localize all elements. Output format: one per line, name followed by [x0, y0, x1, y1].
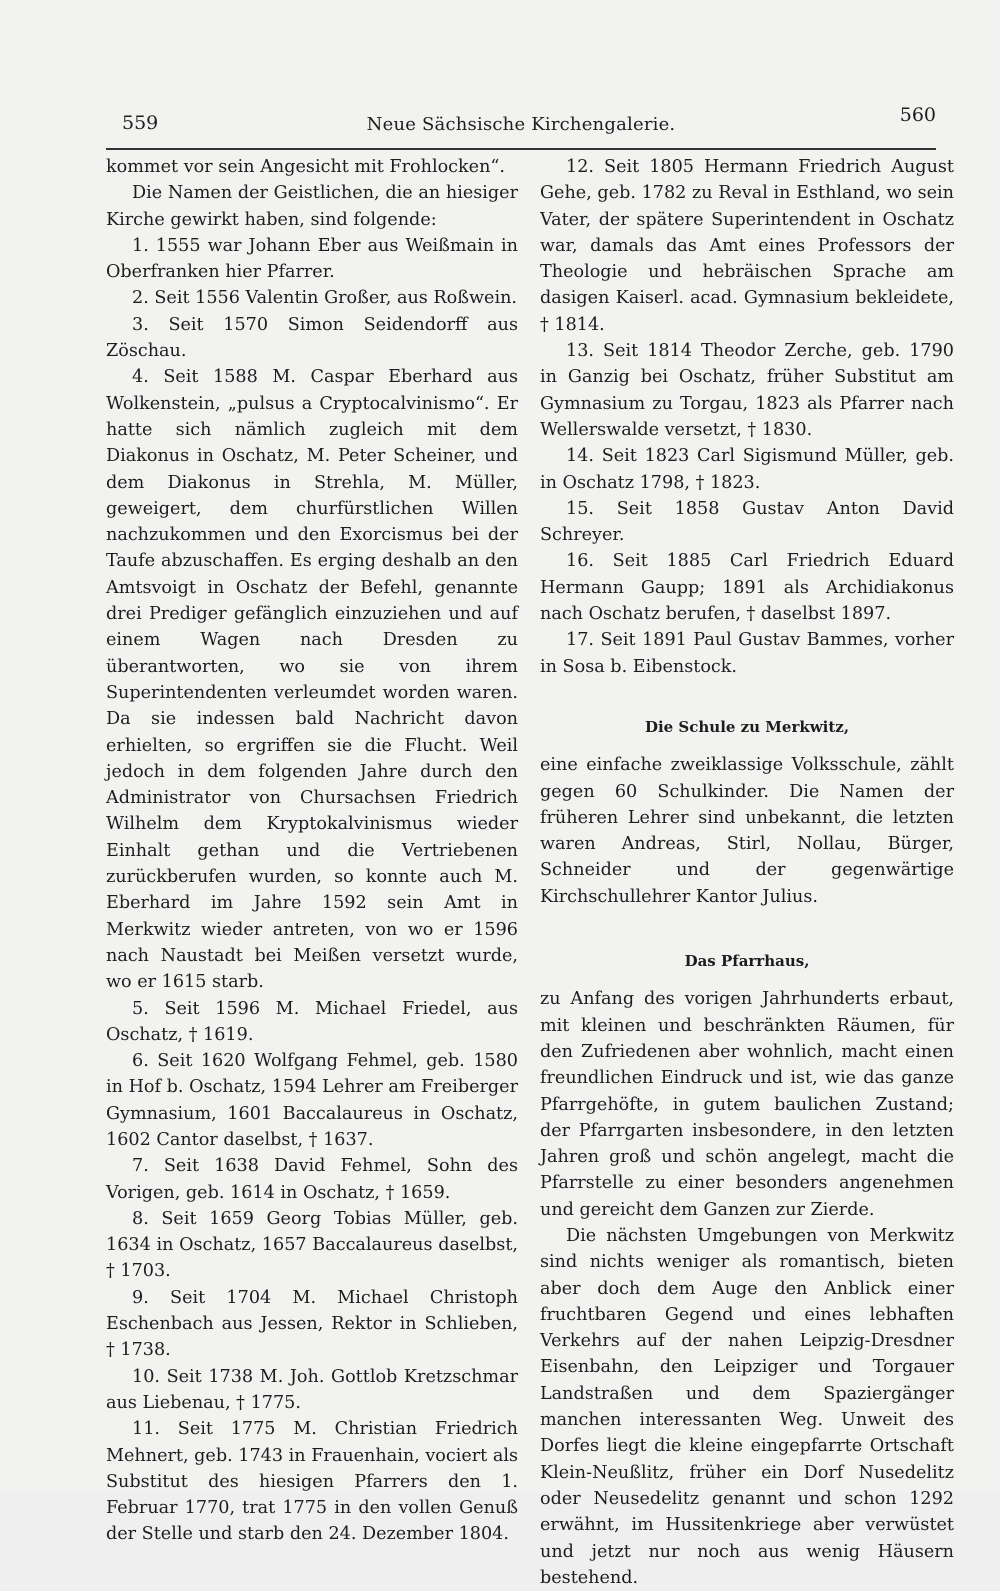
right-column	[540, 154, 954, 1591]
clergy-entry-16: 16. Seit 1885 Carl Friedrich Eduard Hermann Gaupp; 1891 als Archidiakonus nach Oschatz berufen, † daselbst 1897.	[540, 551, 954, 625]
clergy-intro: Die Namen der Geistlichen, die an hiesiger Kirche gewirkt haben, sind folgende:	[106, 183, 518, 230]
clergy-entry-15: 15. Seit 1858 Gustav Anton David Schreyer.	[540, 498, 954, 546]
header-rule	[106, 148, 936, 150]
clergy-entry-4: 4. Seit 1588 M. Caspar Eberhard aus Wolkenstein, „pulsus a Cryptocalvinismo“. Er hatte sich nämlich zugleich mit dem Diakonus in Oschatz, M. Peter Scheiner, und dem Diakonus in Strehla, M. Müller, geweigert, dem churfürstlichen Willen nachzukommen und den Exorcismus bei der Taufe abzuschaffen. Es erging deshalb an den Amtsvoigt in Oschatz der Befehl, genannte drei Prediger gefänglich einzuziehen und auf einem Wagen nach Dresden zu überantworten, wo sie von ihrem Superintendenten verleumdet worden waren. Da sie indessen bald Nachricht davon erhielten, so ergriffen sie die Flucht. Weil jedoch in dem folgenden Jahre durch den Administrator von Chursachsen Friedrich Wilhelm dem Kryptokalvinismus wieder Einhalt gethan und die Vertriebenen zurückberufen wurden, so konnte auch M. Eberhard im Jahre 1592 sein Amt in Merkwitz wieder antreten, von wo er 1596 nach Naustadt bei Meißen versetzt wurde, wo er 1615 starb.	[106, 367, 518, 993]
clergy-entry-7: 7. Seit 1638 David Fehmel, Sohn des Vorigen, geb. 1614 in Oschatz, † 1659.	[106, 1156, 518, 1203]
clergy-entry-8: 8. Seit 1659 Georg Tobias Müller, geb. 1634 in Oschatz, 1657 Baccalaureus daselbst, † 1703.	[106, 1208, 518, 1282]
clergy-entry-1: 1. 1555 war Johann Eber aus Weißmain in Oberfranken hier Pfarrer.	[106, 235, 518, 283]
clergy-entry-3: 3. Seit 1570 Simon Seidendorff aus Zöschau.	[106, 314, 518, 362]
clergy-entry-12: 12. Seit 1805 Hermann Friedrich August Gehe, geb. 1782 zu Reval in Esthland, wo sein Vater, der spätere Superintendent in Oschatz war, damals das Amt eines Professors der Theologie und hebräischen Sprache am dasigen Kaiserl. acad. Gymnasium bekleidete, † 1814.	[540, 157, 954, 335]
parsonage-section-title: Das Pfarrhaus,	[684, 952, 810, 971]
school-paragraph: eine einfache zweiklassige Volksschule, zählt gegen 60 Schulkinder. Die Namen der früheren Lehrer sind unbekannt, die letzten waren Andreas, Stirl, Nollau, Bürger, Schneider und der gegenwärtige Kirchschullehrer Kantor Julius.	[540, 755, 954, 907]
right-page-number: 560	[899, 104, 936, 126]
clergy-entry-2: 2. Seit 1556 Valentin Großer, aus Roßwein.	[132, 288, 518, 309]
parsonage-paragraph-2: Die nächsten Umgebungen von Merkwitz sind nichts weniger als romantisch, bieten aber doch dem Auge den Anblick einer fruchtbaren Gegend und eines lebhaften Verkehrs auf der nahen Leipzig-Dresdner Eisenbahn, den Leipziger und Torgauer Landstraßen und dem Spaziergänger manchen interessanten Weg. Unweit des Dorfes liegt die kleine eingepfarrte Ortschaft Klein-Neußlitz, früher ein Dorf Nusedelitz oder Neusedelitz genannt und schon 1292 erwähnt, im Hussitenkriege aber verwüstet und jetzt nur noch aus wenig Häusern bestehend.	[540, 1225, 954, 1588]
clergy-entry-17: 17. Seit 1891 Paul Gustav Bammes, vorher in Sosa b. Eibenstock.	[540, 630, 954, 677]
clergy-entry-5: 5. Seit 1596 M. Michael Friedel, aus Oschatz, † 1619.	[106, 998, 518, 1045]
page-header	[106, 104, 936, 144]
clergy-entry-10: 10. Seit 1738 M. Joh. Gottlob Kretzschmar aus Liebenau, † 1775.	[106, 1366, 518, 1413]
clergy-entry-14: 14. Seit 1823 Carl Sigismund Müller, geb. in Oschatz 1798, † 1823.	[540, 446, 954, 493]
clergy-entry-11: 11. Seit 1775 M. Christian Friedrich Mehnert, geb. 1743 in Frauenhain, vociert als Substitut des hiesigen Pfarrers den 1. Februar 1770, trat 1775 in den vollen Genuß der Stelle und starb den 24. Dezember 1804.	[106, 1419, 518, 1545]
clergy-entry-9: 9. Seit 1704 M. Michael Christoph Eschenbach aus Jessen, Rektor in Schlieben, † 1738.	[106, 1287, 518, 1361]
school-section-title: Die Schule zu Merkwitz,	[644, 717, 850, 736]
left-page-number: 559	[122, 112, 159, 134]
parsonage-paragraph-1: zu Anfang des vorigen Jahrhunderts erbaut, mit kleinen und beschränkten Räumen, für den Zufriedenen aber wohnlich, macht einen freundlichen Eindruck und ist, wie das ganze Pfarrgehöfte, in gutem baulichen Zustand; der Pfarrgarten insbesondere, in den letzten Jahren groß und schön angelegt, macht die Pfarrstelle zu einer besonders angenehmen und gereicht dem Ganzen zur Zierde.	[540, 989, 954, 1220]
clergy-entry-13: 13. Seit 1814 Theodor Zerche, geb. 1790 in Ganzig bei Oschatz, früher Substitut am Gymnasium zu Torgau, 1823 als Pfarrer nach Wellerswalde versetzt, † 1830.	[540, 341, 954, 440]
left-column	[106, 154, 518, 1548]
clergy-entry-6: 6. Seit 1620 Wolfgang Fehmel, geb. 1580 in Hof b. Oschatz, 1594 Lehrer am Freiberger Gymnasium, 1601 Baccalaureus in Oschatz, 1602 Cantor daselbst, † 1637.	[106, 1051, 518, 1150]
continuation-text: kommet vor sein Angesicht mit Frohlocken“.	[106, 157, 506, 177]
running-title: Neue Sächsische Kirchengalerie.	[366, 114, 676, 135]
